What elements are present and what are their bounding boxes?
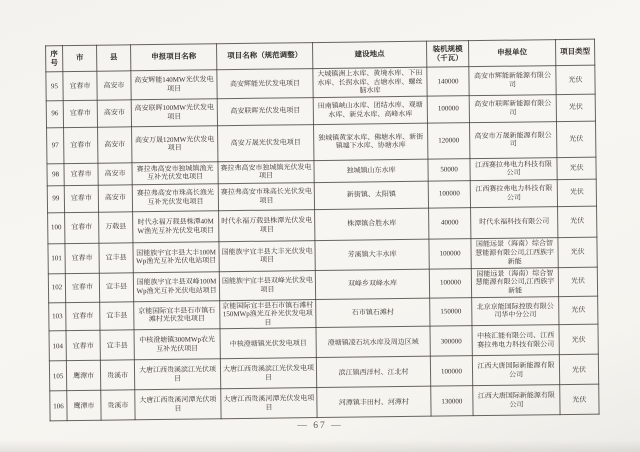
table-cell: 石市镇石滩村 [316, 298, 430, 328]
table-cell: 高安市 [98, 127, 132, 163]
table-cell: 江西大唐国际新能源有限公司 [472, 355, 559, 386]
table-cell: 高安市辉能新能源有限公司 [469, 66, 556, 96]
table-cell: 万载县 [99, 212, 133, 243]
table-cell: 光伏 [558, 237, 597, 267]
table-cell: 大唐江西贵溪河潭光伏发电项目 [221, 388, 317, 419]
table-cell: 100000 [427, 95, 469, 123]
table-cell: 光伏 [557, 179, 596, 206]
table-body [46, 65, 599, 421]
table-cell: 滨江镇西洋村、江北村 [316, 357, 430, 388]
table-cell: 时代永福科技有限公司 [471, 206, 558, 238]
table-cell: 京能国际宜丰县石市镇石滩村光伏发电项目 [134, 300, 220, 330]
column-header: 申报项目名称 [131, 44, 217, 71]
table-cell: 95 [46, 72, 63, 101]
table-cell: 光伏 [559, 296, 598, 325]
table-cell: 宜春市 [66, 331, 100, 361]
table-cell: 贵溪市 [100, 360, 134, 390]
table-cell: 时代永福万载县株潭光伏发电项目 [219, 209, 315, 241]
table-cell: 国能族宇宜丰县大丰100MWp渔光互补光伏电站项目 [133, 242, 219, 273]
column-header: 项目名称（规范调整） [217, 43, 313, 70]
table-cell: 高安市联晖新能源有限公司 [469, 94, 556, 122]
page-number: — 67 — [297, 421, 343, 431]
table-cell: 光伏 [558, 267, 597, 296]
table-cell: 国能远景（海南）综合智慧能源有限公司,江西族宇新能 [471, 267, 558, 297]
table-cell: 鹰潭市 [67, 391, 101, 421]
table-cell: 大唐江西贵溪滨江光伏发电项目 [220, 358, 316, 389]
table-cell: 新街镇、太阳镇 [314, 181, 428, 209]
table-cell: 田南镇峡山水库、团结水库、观塘水库、新兑水库、高峰水库 [313, 96, 427, 124]
table-cell: 赛拉弗高安市独城镇渔光互补光伏发电项目 [132, 162, 218, 185]
column-header: 申报单位 [468, 40, 555, 67]
table-cell: 赛拉弗高安市独城镇光伏发电项目 [218, 160, 314, 183]
table-cell: 宜丰县 [100, 330, 134, 360]
table-cell: 大城镇洲上水库、黄境水库、下田水库、长拐水库、古塘水库、螺丝脑水库 [313, 67, 427, 97]
project-table [45, 39, 600, 422]
table-cell: 中核澄塘镇300MWp农光互补光伏项目 [134, 329, 220, 360]
table-cell: 106 [50, 391, 67, 421]
table-cell: 赛拉弗高安市珠高长渔光互补光伏发电项目 [132, 184, 218, 212]
table-cell: 国能远景（海南）综合智慧能源有限公司,江西族宇新能 [471, 237, 558, 268]
table-cell: 102 [48, 273, 65, 302]
table-row [50, 384, 599, 421]
table-cell: 高安联晖光伏发电项目 [217, 97, 313, 125]
table-cell: 140000 [427, 67, 469, 96]
table-cell: 京能国际宜丰县石市镇石滩村150MWp渔光互补光伏发电项目 [220, 299, 316, 329]
table-cell: 贵溪市 [101, 390, 135, 420]
table-cell: 光伏 [559, 354, 598, 384]
table-cell: 江西大唐国际新能源有限公司 [473, 385, 560, 416]
table-cell: 时代永福万载县株潭40MW渔光互补光伏发电项目 [133, 211, 219, 243]
table-cell: 光伏 [559, 324, 598, 354]
table-cell: 高安市 [98, 185, 132, 212]
table-cell: 300000 [430, 326, 472, 357]
column-header: 市 [63, 45, 97, 71]
table-cell: 高安市 [97, 71, 131, 100]
table-cell: 高安辉能光伏发电项目 [217, 69, 313, 99]
table-cell: 高安辉能140MW光伏发电项目 [131, 70, 217, 100]
table-cell: 株潭镇合胜水库 [315, 208, 429, 240]
table-cell: 100000 [430, 356, 472, 387]
table-cell: 宜春市 [64, 185, 98, 212]
column-header: 项目类型 [555, 39, 594, 65]
table-cell: 101 [48, 243, 65, 273]
table-cell: 130000 [431, 386, 473, 417]
table-cell: 宜春市 [63, 100, 97, 127]
table-cell: 河潭镇丰田村、河潭村 [317, 387, 431, 418]
table-cell: 江西赛拉弗电力科技有限公司 [470, 179, 557, 207]
table-cell: 高安市 [98, 163, 132, 185]
table-cell: 赛拉弗高安市珠高长光伏发电项目 [218, 182, 314, 210]
table-cell: 100000 [428, 180, 470, 208]
table-cell: 105 [49, 361, 66, 391]
table-cell: 高安市万晟新能源有限公司 [469, 121, 556, 158]
table-cell: 97 [47, 127, 64, 163]
table-cell: 宜春市 [65, 212, 99, 243]
table-cell: 100000 [429, 238, 471, 269]
table-cell: 96 [46, 100, 63, 127]
table-cell: 120000 [427, 122, 469, 159]
table-cell: 宜丰县 [99, 243, 133, 273]
table-cell: 宜春市 [65, 243, 99, 273]
table-cell: 宜丰县 [99, 273, 133, 302]
table-cell: 光伏 [556, 65, 595, 94]
column-header: 装机规模（千瓦） [426, 41, 468, 68]
table-cell: 宜丰县 [100, 301, 134, 330]
table-cell: 芳溪镇大丰水库 [315, 239, 429, 270]
table-cell: 宜春市 [66, 302, 100, 331]
table-cell: 中核澄塘镇光伏发电项目 [220, 328, 316, 359]
table-cell: 宜春市 [65, 273, 99, 302]
table-cell: 国能族宇宜丰县双峰100MWp渔光互补光伏电站项目 [133, 272, 219, 302]
table-cell: 国能族宇宜丰县大丰光伏发电项目 [219, 240, 315, 271]
table-cell: 宜春市 [63, 71, 97, 100]
table-cell: 双峰乡双峰水库 [315, 269, 429, 299]
table-cell: 99 [47, 185, 64, 212]
table-cell: 鹰潭市 [66, 361, 100, 391]
table-cell: 光伏 [556, 121, 595, 157]
table-cell: 大唐江西贵溪滨江光伏项目 [134, 359, 220, 390]
table-cell: 50000 [428, 158, 470, 181]
table-cell: 104 [49, 331, 66, 361]
table-cell: 光伏 [557, 157, 596, 179]
table-cell: 光伏 [558, 206, 597, 237]
table-cell: 高安联晖100MW光伏发电项目 [131, 99, 217, 127]
table-cell: 江西赛拉弗电力科技有限公司 [470, 157, 557, 180]
table-cell: 100000 [429, 268, 471, 297]
table-cell: 150000 [430, 297, 472, 326]
table-cell: 中核汇能有限公司、江西赛拉弗电力科技有限公司 [472, 325, 559, 356]
table-cell: 103 [49, 302, 66, 331]
table-cell: 国能族宇宜丰县双峰光伏发电项目 [219, 270, 315, 300]
table-cell: 高安市 [97, 100, 131, 127]
column-header: 县 [97, 45, 131, 71]
column-header: 建设地点 [313, 41, 427, 68]
table-cell: 高安万晟120MW光伏发电项目 [132, 126, 218, 163]
table-cell: 宜春市 [64, 127, 98, 163]
table-cell: 98 [47, 163, 64, 185]
table-cell: 光伏 [556, 94, 595, 121]
table-cell: 独城镇山东水库 [314, 159, 428, 182]
table-cell: 40000 [429, 207, 471, 239]
table-cell: 北京京能国际控股有限公司华中分公司 [472, 296, 559, 326]
table-cell: 澄塘镇凌石坑水库及周边区域 [316, 327, 430, 358]
table-cell: 宜春市 [64, 163, 98, 185]
table-cell: 光伏 [560, 384, 599, 414]
column-header: 序号 [46, 46, 63, 72]
table-cell: 独城镇黄家水库、佛塘水库、新街镇墟下水库、协塘水库 [314, 123, 428, 160]
table-cell: 高安万晟光伏发电项目 [218, 124, 314, 161]
table-cell: 100 [48, 212, 65, 243]
scanned-table-area [45, 39, 599, 422]
table-cell: 大唐江西贵溪河潭光伏项目 [135, 389, 221, 420]
